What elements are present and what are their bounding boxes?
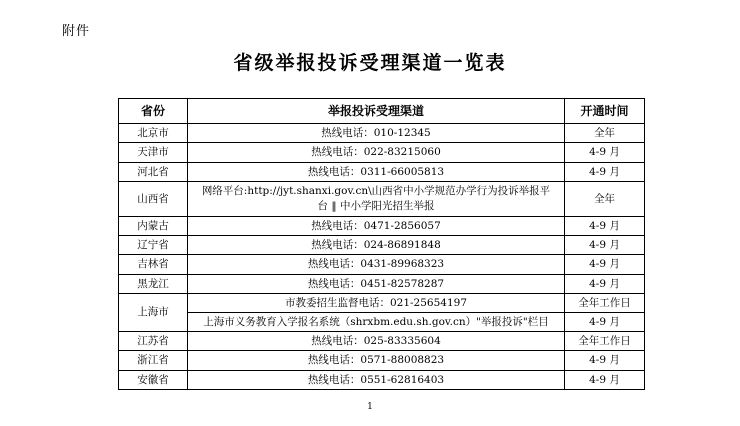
- cell-channel: 上海市义务教育入学报名系统（shrxbm.edu.sh.gov.cn）"举报投诉"栏目: [188, 313, 565, 332]
- cell-channel: 热线电话：0431-89968323: [188, 255, 565, 274]
- table-body: [119, 124, 645, 390]
- cell-province: 河北省: [119, 162, 188, 181]
- table-row: [119, 274, 645, 293]
- cell-channel: 热线电话：0311-66005813: [188, 162, 565, 181]
- table-row: [119, 255, 645, 274]
- table-header: [119, 99, 645, 124]
- cell-channel: [188, 181, 565, 216]
- cell-time: 全年: [565, 124, 645, 143]
- channels-table: [118, 98, 645, 390]
- table-row: [119, 236, 645, 255]
- table-row: [119, 181, 645, 216]
- table-row: [119, 217, 645, 236]
- cell-time: 4-9 月: [565, 351, 645, 370]
- page-title: 省级举报投诉受理渠道一览表: [233, 52, 507, 74]
- table-header-row: [119, 99, 645, 124]
- cell-province: 北京市: [119, 124, 188, 143]
- table-row: [119, 293, 645, 312]
- cell-time: 4-9 月: [565, 236, 645, 255]
- cell-channel: 热线电话：010-12345: [188, 124, 565, 143]
- cell-channel: 热线电话：0551-62816403: [188, 370, 565, 389]
- cell-channel: 热线电话：024-86891848: [188, 236, 565, 255]
- channel-line-2: 台 ‖ 中小学阳光招生举报: [317, 199, 435, 212]
- page-number: 1: [367, 402, 373, 412]
- cell-channel: 热线电话：0471-2856057: [188, 217, 565, 236]
- column-header-channel: 举报投诉受理渠道: [188, 99, 565, 124]
- cell-province: 辽宁省: [119, 236, 188, 255]
- cell-time: 全年工作日: [565, 293, 645, 312]
- cell-time: 4-9 月: [565, 217, 645, 236]
- table-row: [119, 332, 645, 351]
- cell-channel: 热线电话：0571-88008823: [188, 351, 565, 370]
- table-row: [119, 162, 645, 181]
- table-row: [119, 370, 645, 389]
- cell-time: 全年: [565, 181, 645, 216]
- cell-time: 4-9 月: [565, 313, 645, 332]
- cell-province: 浙江省: [119, 351, 188, 370]
- cell-province: 山西省: [119, 181, 188, 216]
- column-header-time: 开通时间: [565, 99, 645, 124]
- cell-province: 黑龙江: [119, 274, 188, 293]
- table-row: [119, 124, 645, 143]
- cell-time: 全年工作日: [565, 332, 645, 351]
- cell-province: 内蒙古: [119, 217, 188, 236]
- attachment-label: 附件: [62, 24, 91, 39]
- cell-province: 天津市: [119, 143, 188, 162]
- cell-province: 上海市: [119, 293, 188, 331]
- cell-province: 安徽省: [119, 370, 188, 389]
- channel-line-1: 网络平台:http://jyt.shanxi.gov.cn\山西省中小学规范办学行为投诉举报平: [201, 184, 551, 197]
- table-row: [119, 313, 645, 332]
- cell-channel: 热线电话：022-83215060: [188, 143, 565, 162]
- cell-time: 4-9 月: [565, 143, 645, 162]
- cell-time: 4-9 月: [565, 255, 645, 274]
- column-header-province: 省份: [119, 99, 188, 124]
- cell-time: 4-9 月: [565, 162, 645, 181]
- cell-time: 4-9 月: [565, 274, 645, 293]
- cell-channel: 热线电话：0451-82578287: [188, 274, 565, 293]
- cell-channel: 热线电话：025-83335604: [188, 332, 565, 351]
- cell-province: 江苏省: [119, 332, 188, 351]
- cell-time: 4-9 月: [565, 370, 645, 389]
- cell-province: 吉林省: [119, 255, 188, 274]
- table-row: [119, 351, 645, 370]
- cell-channel: 市教委招生监督电话：021-25654197: [188, 293, 565, 312]
- table-row: [119, 143, 645, 162]
